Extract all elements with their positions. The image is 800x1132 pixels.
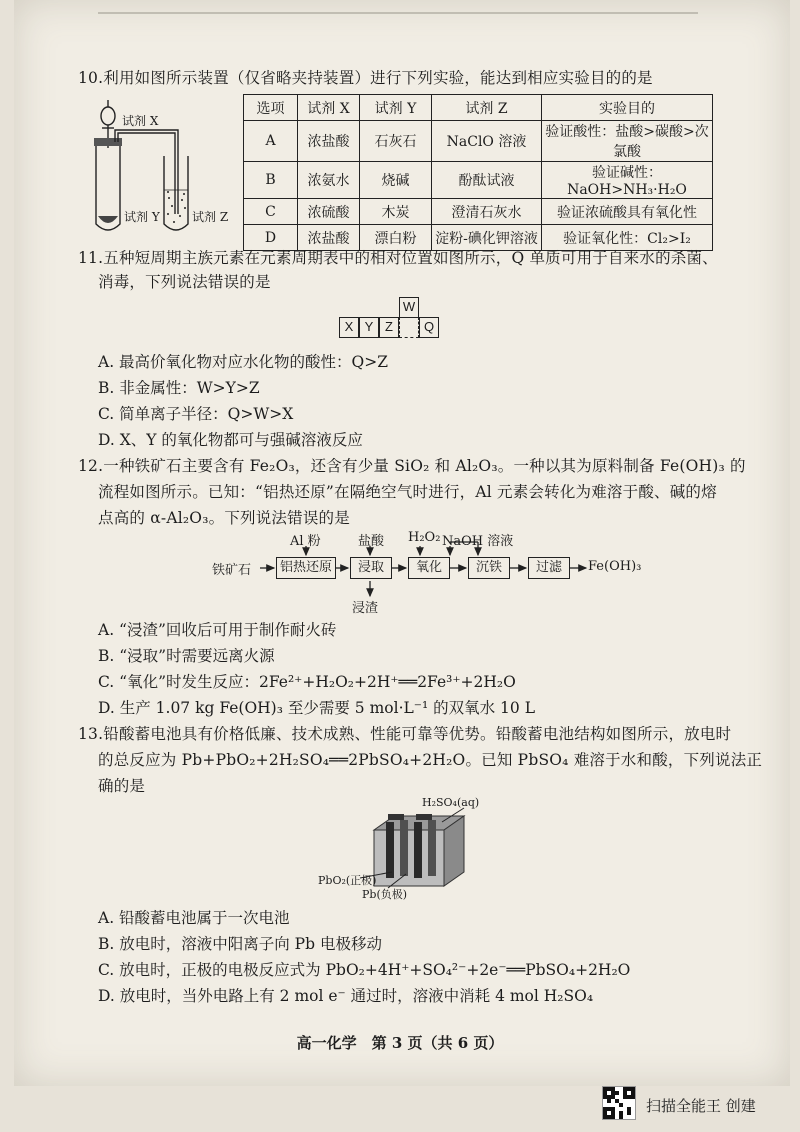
q11-option-c: C. 简单离子半径：Q>W>X xyxy=(98,405,294,423)
element-cell-q: Q xyxy=(419,317,439,338)
flow-step-filtration: 过滤 xyxy=(528,557,570,579)
table-header: 试剂 Y xyxy=(360,95,432,121)
table-cell: C xyxy=(244,199,298,225)
question-12-line1: 12.一种铁矿石主要含有 Fe₂O₃，还含有少量 SiO₂ 和 Al₂O₃。一种以其为原料制备 Fe(OH)₃ 的 xyxy=(78,457,746,475)
q12-option-d: D. 生产 1.07 kg Fe(OH)₃ 至少需要 5 mol·L⁻¹ 的双氧水 10 L xyxy=(98,699,535,717)
table-cell: 浓盐酸 xyxy=(298,225,360,251)
table-cell: 淀粉-碘化钾溶液 xyxy=(432,225,542,251)
flow-reagent-naoh: NaOH 溶液 xyxy=(442,534,514,549)
q11-option-a: A. 最高价氧化物对应水化物的酸性：Q>Z xyxy=(98,353,389,371)
table-cell: 烧碱 xyxy=(360,162,432,199)
flow-reagent-h2o2: H₂O₂ xyxy=(408,530,441,545)
table-row xyxy=(244,121,713,162)
table-cell: A xyxy=(244,121,298,162)
label-reagent-x: 试剂 X xyxy=(122,114,159,128)
table-cell: 酚酞试液 xyxy=(432,162,542,199)
table-cell: B xyxy=(244,162,298,199)
element-cell-x: X xyxy=(339,317,359,338)
label-electrolyte: H₂SO₄(aq) xyxy=(422,796,480,809)
table-cell: 验证氧化性：Cl₂>I₂ xyxy=(542,225,713,251)
element-cell-y: Y xyxy=(359,317,379,338)
label-positive-electrode: PbO₂(正极) xyxy=(318,874,377,887)
table-cell: 浓盐酸 xyxy=(298,121,360,162)
table-cell: 验证酸性：盐酸>碳酸>次氯酸 xyxy=(542,121,713,162)
table-cell: NaClO 溶液 xyxy=(432,121,542,162)
flow-residue-label: 浸渣 xyxy=(352,601,379,616)
table-cell: D xyxy=(244,225,298,251)
table-row xyxy=(244,199,713,225)
q12-option-c: C. “氧化”时发生反应：2Fe²⁺+H₂O₂+2H⁺══2Fe³⁺+2H₂O xyxy=(98,673,516,691)
watermark-text: 扫描全能王 创建 xyxy=(646,1097,756,1115)
table-cell: 验证浓硫酸具有氧化性 xyxy=(542,199,713,225)
table-cell: 浓硫酸 xyxy=(298,199,360,225)
flow-step-leaching: 浸取 xyxy=(350,557,392,579)
flow-start-label: 铁矿石 xyxy=(212,563,252,578)
q10-apparatus-figure xyxy=(88,96,240,238)
table-cell: 澄清石灰水 xyxy=(432,199,542,225)
q13-option-c: C. 放电时，正极的电极反应式为 PbO₂+4H⁺+SO₄²⁻+2e⁻══PbSO₄+2H₂O xyxy=(98,961,631,979)
question-13-line3: 确的是 xyxy=(98,777,146,795)
question-11-line2: 消毒，下列说法错误的是 xyxy=(98,273,271,291)
flow-end-product: Fe(OH)₃ xyxy=(588,559,642,574)
label-reagent-z: 试剂 Z xyxy=(192,210,229,224)
question-13-line1: 13.铅酸蓄电池具有价格低廉、技术成熟、性能可靠等优势。铅酸蓄电池结构如图所示，放电时 xyxy=(78,725,732,743)
question-11-line1: 11.五种短周期主族元素在元素周期表中的相对位置如图所示，Q 单质可用于自来水的杀菌、 xyxy=(78,249,718,267)
flow-step-precipitation: 沉铁 xyxy=(468,557,510,579)
table-cell: 验证碱性：NaOH>NH₃·H₂O xyxy=(542,162,713,199)
question-12-line2: 流程如图所示。已知：“铝热还原”在隔绝空气时进行，Al 元素会转化为难溶于酸、碱的熔 xyxy=(98,483,717,501)
table-header: 选项 xyxy=(244,95,298,121)
table-header-row xyxy=(244,95,713,121)
flow-step-oxidation: 氧化 xyxy=(408,557,450,579)
label-negative-electrode: Pb(负极) xyxy=(362,888,408,901)
table-cell: 木炭 xyxy=(360,199,432,225)
table-cell: 浓氨水 xyxy=(298,162,360,199)
q10-options-table xyxy=(243,94,713,251)
scanner-watermark xyxy=(602,1086,792,1126)
page-footer: 高一化学 第 3 页（共 6 页） xyxy=(296,1034,504,1052)
table-cell: 石灰石 xyxy=(360,121,432,162)
question-12-line3: 点高的 α-Al₂O₃。下列说法错误的是 xyxy=(98,509,350,527)
table-row xyxy=(244,162,713,199)
qr-code-icon xyxy=(602,1086,636,1120)
q11-option-d: D. X、Y 的氧化物都可与强碱溶液反应 xyxy=(98,431,363,449)
question-10-text: 10.利用如图所示装置（仅省略夹持装置）进行下列实验，能达到相应实验目的的是 xyxy=(78,69,653,87)
q11-option-b: B. 非金属性：W>Y>Z xyxy=(98,379,260,397)
element-cell-z: Z xyxy=(379,317,399,338)
table-cell: 漂白粉 xyxy=(360,225,432,251)
table-header: 实验目的 xyxy=(542,95,713,121)
question-13-line2: 的总反应为 Pb+PbO₂+2H₂SO₄══2PbSO₄+2H₂O。已知 PbSO₄ 难溶于水和酸，下列说法正 xyxy=(98,751,763,769)
element-cell-empty xyxy=(399,317,419,338)
q12-option-b: B. “浸取”时需要远离火源 xyxy=(98,647,275,665)
q13-option-d: D. 放电时，当外电路上有 2 mol e⁻ 通过时，溶液中消耗 4 mol H₂SO₄ xyxy=(98,987,594,1005)
lead-acid-battery-figure xyxy=(318,796,518,901)
q12-option-a: A. “浸渣”回收后可用于制作耐火砖 xyxy=(98,621,337,639)
q13-option-a: A. 铅酸蓄电池属于一次电池 xyxy=(98,909,290,927)
element-cell-w: W xyxy=(399,297,419,318)
qr-pattern xyxy=(603,1087,635,1119)
flow-reagent-hcl: 盐酸 xyxy=(358,534,385,549)
table-header: 试剂 X xyxy=(298,95,360,121)
q13-option-b: B. 放电时，溶液中阳离子向 Pb 电极移动 xyxy=(98,935,382,953)
table-header: 试剂 Z xyxy=(432,95,542,121)
flow-step-aluminothermic: 铝热还原 xyxy=(276,557,336,579)
flow-reagent-al: Al 粉 xyxy=(290,534,321,549)
label-reagent-y: 试剂 Y xyxy=(124,210,160,224)
binding-edge xyxy=(98,0,698,14)
process-flow-diagram xyxy=(212,530,682,616)
